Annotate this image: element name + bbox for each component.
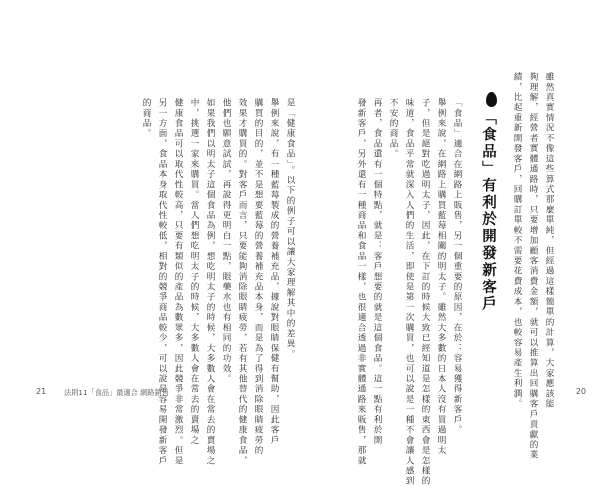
body-column: 再者，食品還有一個特點，就是：客戶想要的就是這個食品。這一點有利於開 (372, 98, 382, 446)
body-column: 購買的目的，並不是想要藍莓的營養補充品本身，而是為了得到消除眼睛疲勞的 (253, 98, 263, 456)
section-heading: 「食品」有利於開發新客戶 (480, 110, 496, 313)
body-column: 舉例來說，有一種藍莓製成的營養補充品，據說對眼睛保健有幫助，因此客戶 (269, 98, 279, 446)
body-column: 「食品」適合在網路上販售，另一個重要的原因，在於：容易獲得新客戶。 (452, 98, 462, 436)
body-column: 的商品。 (141, 98, 151, 139)
body-column: 舉例來說，在網路上購買藍莓相關的明太子。雖然大多數的日本人沒有買過明太 (436, 98, 446, 456)
body-column: 不安的商品。 (388, 98, 398, 160)
running-footer-title: 法則11「食品」最適合 網路銷售 (64, 388, 169, 397)
body-column: 子，但是絕對吃過明太子，因此，在下訂的時候大致已經知道是怎樣的東西會是怎樣的 (420, 98, 430, 486)
body-column: 中，挑選一家來購買。當人們想吃明太子的時候，大多數人會在常去的賣場之 (189, 98, 199, 446)
body-column: 如果我們以明太子這個食品為例，想吃明太子的時候，大多數人會在常去的賣場之 (205, 98, 215, 466)
body-column: 績，比起重新開發客戶，回購訂單較不需要花費成本，也較容易產生利潤。 (512, 72, 522, 410)
body-column: 雖然真實情況不像這些算式那麼單純，但經過這樣簡單的計算，大家應該能 (544, 72, 554, 410)
page-number: 21 (36, 387, 47, 396)
body-column: 效果才購買的。對客戶而言，只要能夠消除眼睛疲勞，若有其他替代的健康食品， (237, 98, 247, 466)
body-column: 味道，食品平常就深入人們的生活，即使是第一次購買，也可以說是一種不會讓人感到 (404, 98, 414, 486)
page-number: 20 (575, 387, 586, 396)
heading-bullet-icon (486, 92, 497, 107)
body-column: 是「健康食品」。以下的例子可以讓大家理解其中的差異。 (285, 98, 295, 360)
body-column: 他們也願意試試，再說得更明白一點，眼藥水也有相同的功效。 (221, 98, 231, 385)
left-page (0, 0, 300, 480)
body-column: 健康食品可以取代性較高，只要有類似的產品為數眾多，因此競爭非常激烈。但是 (173, 98, 183, 466)
body-column: 夠理解，經營者實體通路時，只要增加顧客消費金額，就可以推算出回購客戶貢獻的業 (528, 72, 538, 461)
body-column: 另一方面，食品本身取代性較低，相對的競爭商品較少，可以說是容易開發新客戶 (157, 98, 167, 466)
right-page (300, 0, 600, 486)
body-column: 發新客戶，另外還有一種商品和食品一樣，也很適合透過非實體通路來販售，那就 (356, 98, 366, 466)
